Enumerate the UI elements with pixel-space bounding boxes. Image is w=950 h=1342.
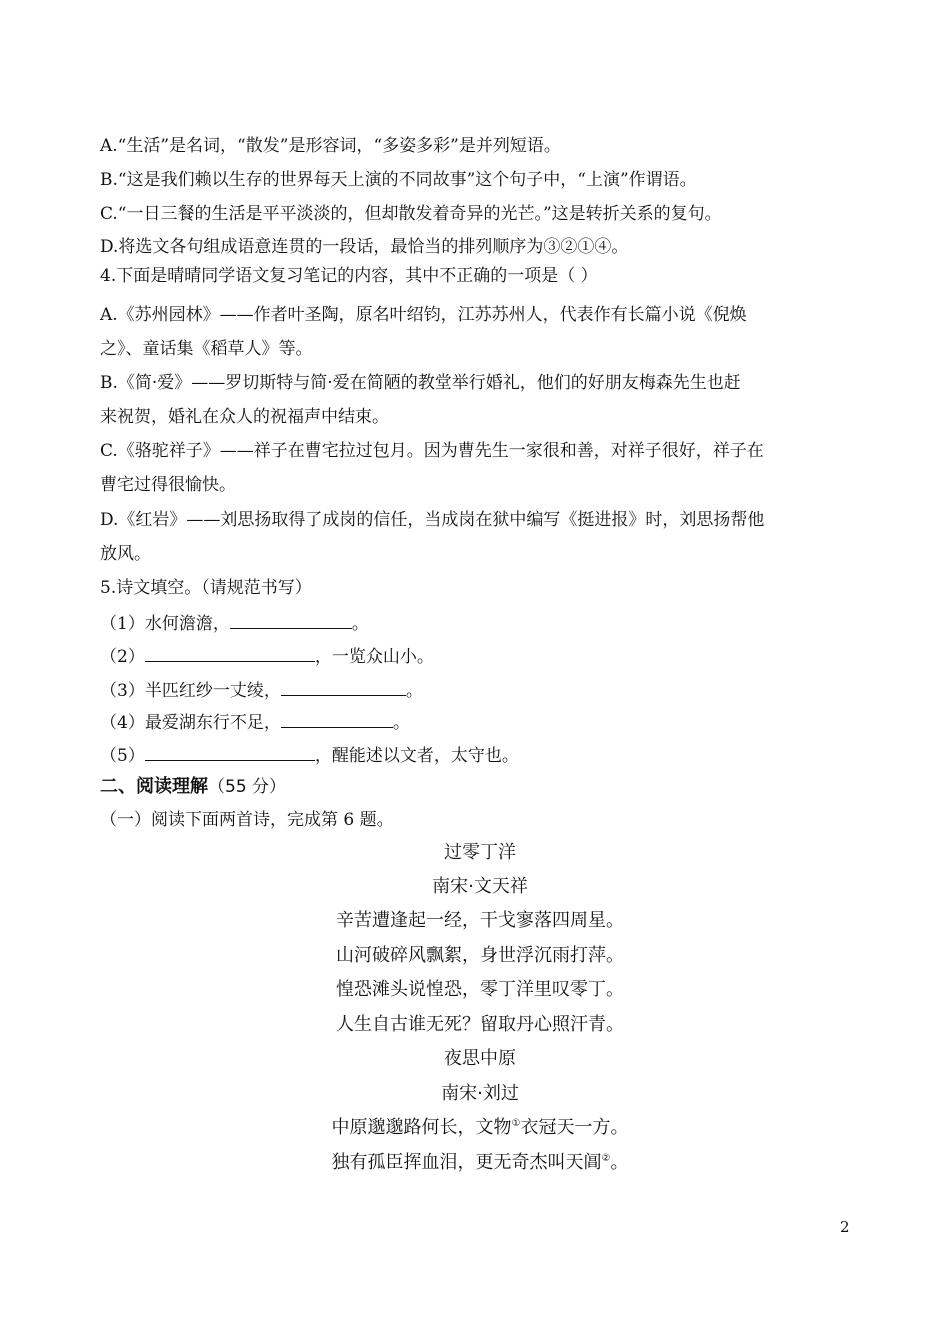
q5-item-2 [100, 643, 860, 669]
section-score: （55 分） [208, 777, 287, 797]
poem1-author: 南宋·文天祥 [432, 876, 528, 897]
q4-option-a-line1: A.《苏州园林》——作者叶圣陶，原名叶绍钧，江苏苏州人，代表作有长篇小说《倪焕 [100, 305, 747, 325]
q3-option-a: A.“生活”是名词，“散发”是形容词，“多姿多彩”是并列短语。 [100, 136, 561, 156]
q3-option-d: D.将选文各句组成语意连贯的一段话，最恰当的排列顺序为③②①④。 [100, 237, 629, 257]
poem2-line-2 [100, 1150, 860, 1176]
q5-item-4-blank[interactable] [281, 709, 393, 728]
section-subheading: （一）阅读下面两首诗，完成第 6 题。 [100, 810, 394, 830]
poem2-line-1-part-b: 衣冠天一方。 [520, 1117, 629, 1138]
q5-item-1-prefix: （1）水何澹澹， [100, 614, 230, 634]
poem2-line-2-part-a: 独有孤臣挥血泪，更无奇杰叫天阊 [331, 1152, 602, 1173]
section-title: 二、阅读理解 [100, 776, 208, 797]
poem2-line-1 [100, 1115, 860, 1141]
q5-item-2-blank[interactable] [145, 643, 315, 662]
q4-option-b-line1: B.《简·爱》——罗切斯特与简·爱在简陋的教堂举行婚礼，他们的好朋友梅森先生也赶 [100, 373, 741, 393]
q5-item-5-blank[interactable] [145, 742, 315, 761]
section-heading [100, 775, 860, 799]
q5-item-1-blank[interactable] [230, 610, 352, 629]
q5-item-4 [100, 709, 860, 735]
q5-item-2-prefix: （2） [100, 647, 145, 667]
q5-item-4-prefix: （4）最爱湖东行不足， [100, 713, 281, 733]
q3-option-c: C.“一日三餐的生活是平平淡淡的，但却散发着奇异的光芒。”这是转折关系的复句。 [100, 204, 722, 224]
q5-item-5-prefix: （5） [100, 746, 145, 766]
q5-item-3-prefix: （3）半匹红纱一丈绫， [100, 681, 281, 701]
q5-item-2-suffix: ，一览众山小。 [314, 647, 434, 667]
q5-item-3-suffix: 。 [405, 681, 423, 701]
poem1-line-3: 惶恐滩头说惶恐，零丁洋里叹零丁。 [336, 979, 624, 1000]
q5-item-5 [100, 742, 860, 768]
q4-option-d-line1: D.《红岩》——刘思扬取得了成岗的信任，当成岗在狱中编写《挺进报》时，刘思扬帮他 [100, 510, 765, 530]
footnote-marker-2: ② [601, 1153, 611, 1164]
q5-item-3-blank[interactable] [281, 677, 406, 696]
q4-option-b-line2: 来祝贺，婚礼在众人的祝福声中结束。 [100, 407, 389, 427]
poem2-author: 南宋·刘过 [441, 1083, 519, 1104]
q4-option-a-line2: 之》、童话集《稻草人》等。 [100, 339, 313, 359]
footnote-marker-1: ① [511, 1118, 521, 1129]
q5-item-4-suffix: 。 [392, 713, 410, 733]
page-number: 2 [840, 1218, 850, 1236]
q4-option-d-line2: 放风。 [100, 544, 151, 564]
poem2-line-2-part-b: 。 [610, 1152, 629, 1173]
q5-item-1 [100, 610, 860, 636]
poem2-title: 夜思中原 [444, 1048, 516, 1069]
q5-item-5-suffix: ，醒能述以文者，太守也。 [314, 746, 519, 766]
q5-stem: 5.诗文填空。（请规范书写） [100, 578, 312, 598]
q4-option-c-line2: 曹宅过得很愉快。 [100, 475, 236, 495]
poem1-title: 过零丁洋 [444, 842, 516, 863]
q5-item-1-suffix: 。 [351, 614, 369, 634]
poem1-line-4: 人生自古谁无死？留取丹心照汗青。 [336, 1014, 624, 1035]
poem1-line-2: 山河破碎风飘絮，身世浮沉雨打萍。 [336, 945, 624, 966]
q4-option-c-line1: C.《骆驼祥子》——祥子在曹宅拉过包月。因为曹先生一家很和善，对祥子很好，祥子在 [100, 441, 764, 461]
poem2-line-1-part-a: 中原邈邈路何长，文物 [331, 1117, 512, 1138]
q3-option-b: B.“这是我们赖以生存的世界每天上演的不同故事”这个句子中，“上演”作谓语。 [100, 170, 697, 190]
poem1-line-1: 辛苦遭逢起一经，干戈寥落四周星。 [336, 910, 624, 931]
q4-stem: 4.下面是晴晴同学语文复习笔记的内容，其中不正确的一项是（ ） [100, 266, 598, 286]
q5-item-3 [100, 677, 860, 703]
